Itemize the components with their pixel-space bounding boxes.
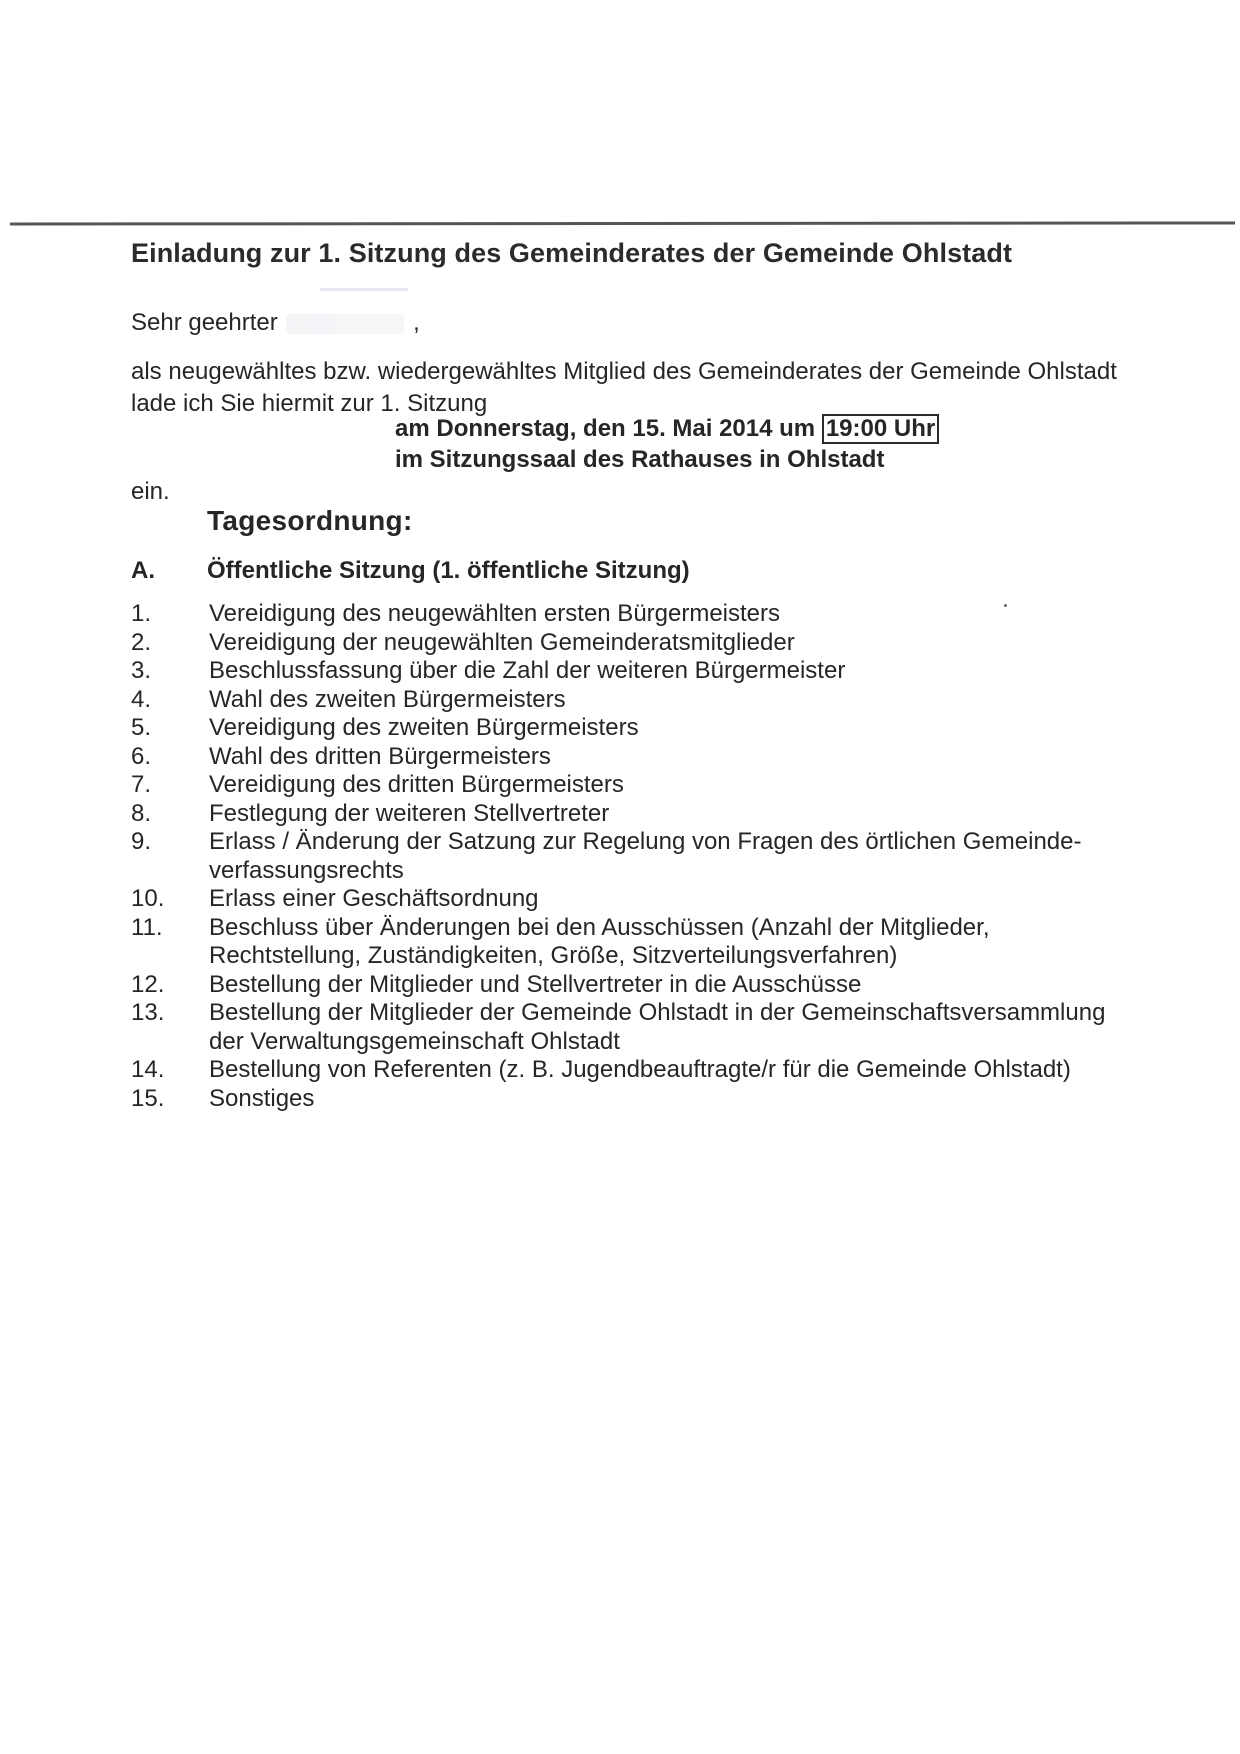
agenda-section <box>131 557 690 585</box>
agenda-item-number: 13. <box>131 999 165 1026</box>
agenda-item-number: 6. <box>131 742 152 770</box>
document-title: Einladung zur 1. Sitzung des Gemeinderates der Gemeinde Ohlstadt <box>131 238 1013 268</box>
agenda-item <box>131 828 1105 857</box>
agenda-item-number <box>131 857 209 886</box>
agenda-item-text: Vereidigung der neugewählten Gemeinderatsmitglieder <box>209 628 795 656</box>
agenda-item-number: 8. <box>131 799 152 827</box>
agenda-item-text: Festlegung der weiteren Stellvertreter <box>209 799 610 827</box>
section-number: A. <box>131 557 155 584</box>
agenda-item-text: Beschlussfassung über die Zahl der weiteren Bürgermeister <box>209 657 846 684</box>
salutation <box>131 309 420 337</box>
agenda-item <box>131 1085 1105 1114</box>
agenda-item-text: Vereidigung des dritten Bürgermeisters <box>209 771 624 798</box>
salutation-suffix: , <box>413 309 420 336</box>
agenda-item <box>131 971 1105 1000</box>
agenda-item-number: 10. <box>131 885 165 912</box>
agenda-item <box>131 1028 1105 1057</box>
meeting-details <box>395 413 939 475</box>
agenda-item <box>131 999 1105 1028</box>
salutation-prefix: Sehr geehrter <box>131 309 278 336</box>
agenda-item-number: 9. <box>131 828 152 855</box>
agenda-item <box>131 914 1105 943</box>
agenda-item-text: Vereidigung des neugewählten ersten Bürgermeisters <box>209 600 781 627</box>
agenda-item <box>131 1056 1105 1085</box>
agenda-item-text: Vereidigung des zweiten Bürgermeisters <box>209 714 639 741</box>
agenda-item-number: 7. <box>131 771 152 798</box>
meeting-date-line <box>395 413 939 444</box>
agenda-item <box>131 857 1105 886</box>
agenda-item <box>131 942 1105 971</box>
agenda-item-number: 3. <box>131 657 152 684</box>
agenda-item-number: 4. <box>131 685 152 713</box>
agenda-item-text: Wahl des dritten Bürgermeisters <box>209 742 551 770</box>
agenda-item-text: verfassungsrechts <box>209 856 404 884</box>
intro-paragraph <box>131 356 1117 420</box>
agenda-item <box>131 743 1105 772</box>
intro-line: lade ich Sie hiermit zur 1. Sitzung <box>131 390 488 417</box>
agenda-item-number: 5. <box>131 714 152 741</box>
agenda-item-number: 11. <box>131 913 163 941</box>
agenda-item-text: Erlass / Änderung der Satzung zur Regelung von Fragen des örtlichen Gemeinde- <box>209 828 1082 855</box>
agenda-item <box>131 629 1105 658</box>
agenda-item-number: 2. <box>131 628 152 656</box>
agenda-item-number: 14. <box>131 1056 165 1083</box>
agenda-item-number <box>131 942 209 971</box>
agenda-item <box>131 885 1105 914</box>
agenda-item-text: Bestellung von Referenten (z. B. Jugendbeauftragte/r für die Gemeinde Ohlstadt) <box>209 1056 1071 1083</box>
agenda-item-number: 1. <box>131 600 152 627</box>
agenda-item-number <box>131 1028 209 1057</box>
redaction-smudge <box>320 288 408 291</box>
agenda-heading: Tagesordnung: <box>207 505 413 536</box>
agenda-item-text: Erlass einer Geschäftsordnung <box>209 885 539 912</box>
agenda-item <box>131 800 1105 829</box>
top-divider <box>10 221 1235 225</box>
meeting-time: 19:00 Uhr <box>822 414 939 444</box>
agenda-item <box>131 657 1105 686</box>
redacted-name <box>286 314 404 334</box>
agenda-item-text: Bestellung der Mitglieder der Gemeinde Ohlstadt in der Gemeinschaftsversammlung <box>209 999 1106 1026</box>
agenda-item-text: der Verwaltungsgemeinschaft Ohlstadt <box>209 1027 620 1055</box>
closing-word: ein. <box>131 478 170 505</box>
agenda-item <box>131 600 1105 629</box>
agenda-item <box>131 686 1105 715</box>
agenda-item-text: Sonstiges <box>209 1084 315 1112</box>
agenda-list <box>131 600 1105 1113</box>
agenda-item <box>131 771 1105 800</box>
agenda-item-text: Wahl des zweiten Bürgermeisters <box>209 685 566 713</box>
agenda-item-number: 15. <box>131 1084 165 1112</box>
agenda-item-text: Bestellung der Mitglieder und Stellvertreter in die Ausschüsse <box>209 970 862 998</box>
section-label: Öffentliche Sitzung (1. öffentliche Sitzung) <box>207 557 690 584</box>
intro-line: als neugewähltes bzw. wiedergewähltes Mitglied des Gemeinderates der Gemeinde Ohlstadt <box>131 358 1117 385</box>
meeting-date: am Donnerstag, den 15. Mai 2014 um <box>395 415 816 442</box>
meeting-location: im Sitzungssaal des Rathauses in Ohlstadt <box>395 446 885 473</box>
agenda-item <box>131 714 1105 743</box>
agenda-item-number: 12. <box>131 970 165 998</box>
agenda-item-text: Rechtstellung, Zuständigkeiten, Größe, Sitzverteilungsverfahren) <box>209 942 898 969</box>
agenda-item-text: Beschluss über Änderungen bei den Ausschüssen (Anzahl der Mitglieder, <box>209 913 990 941</box>
